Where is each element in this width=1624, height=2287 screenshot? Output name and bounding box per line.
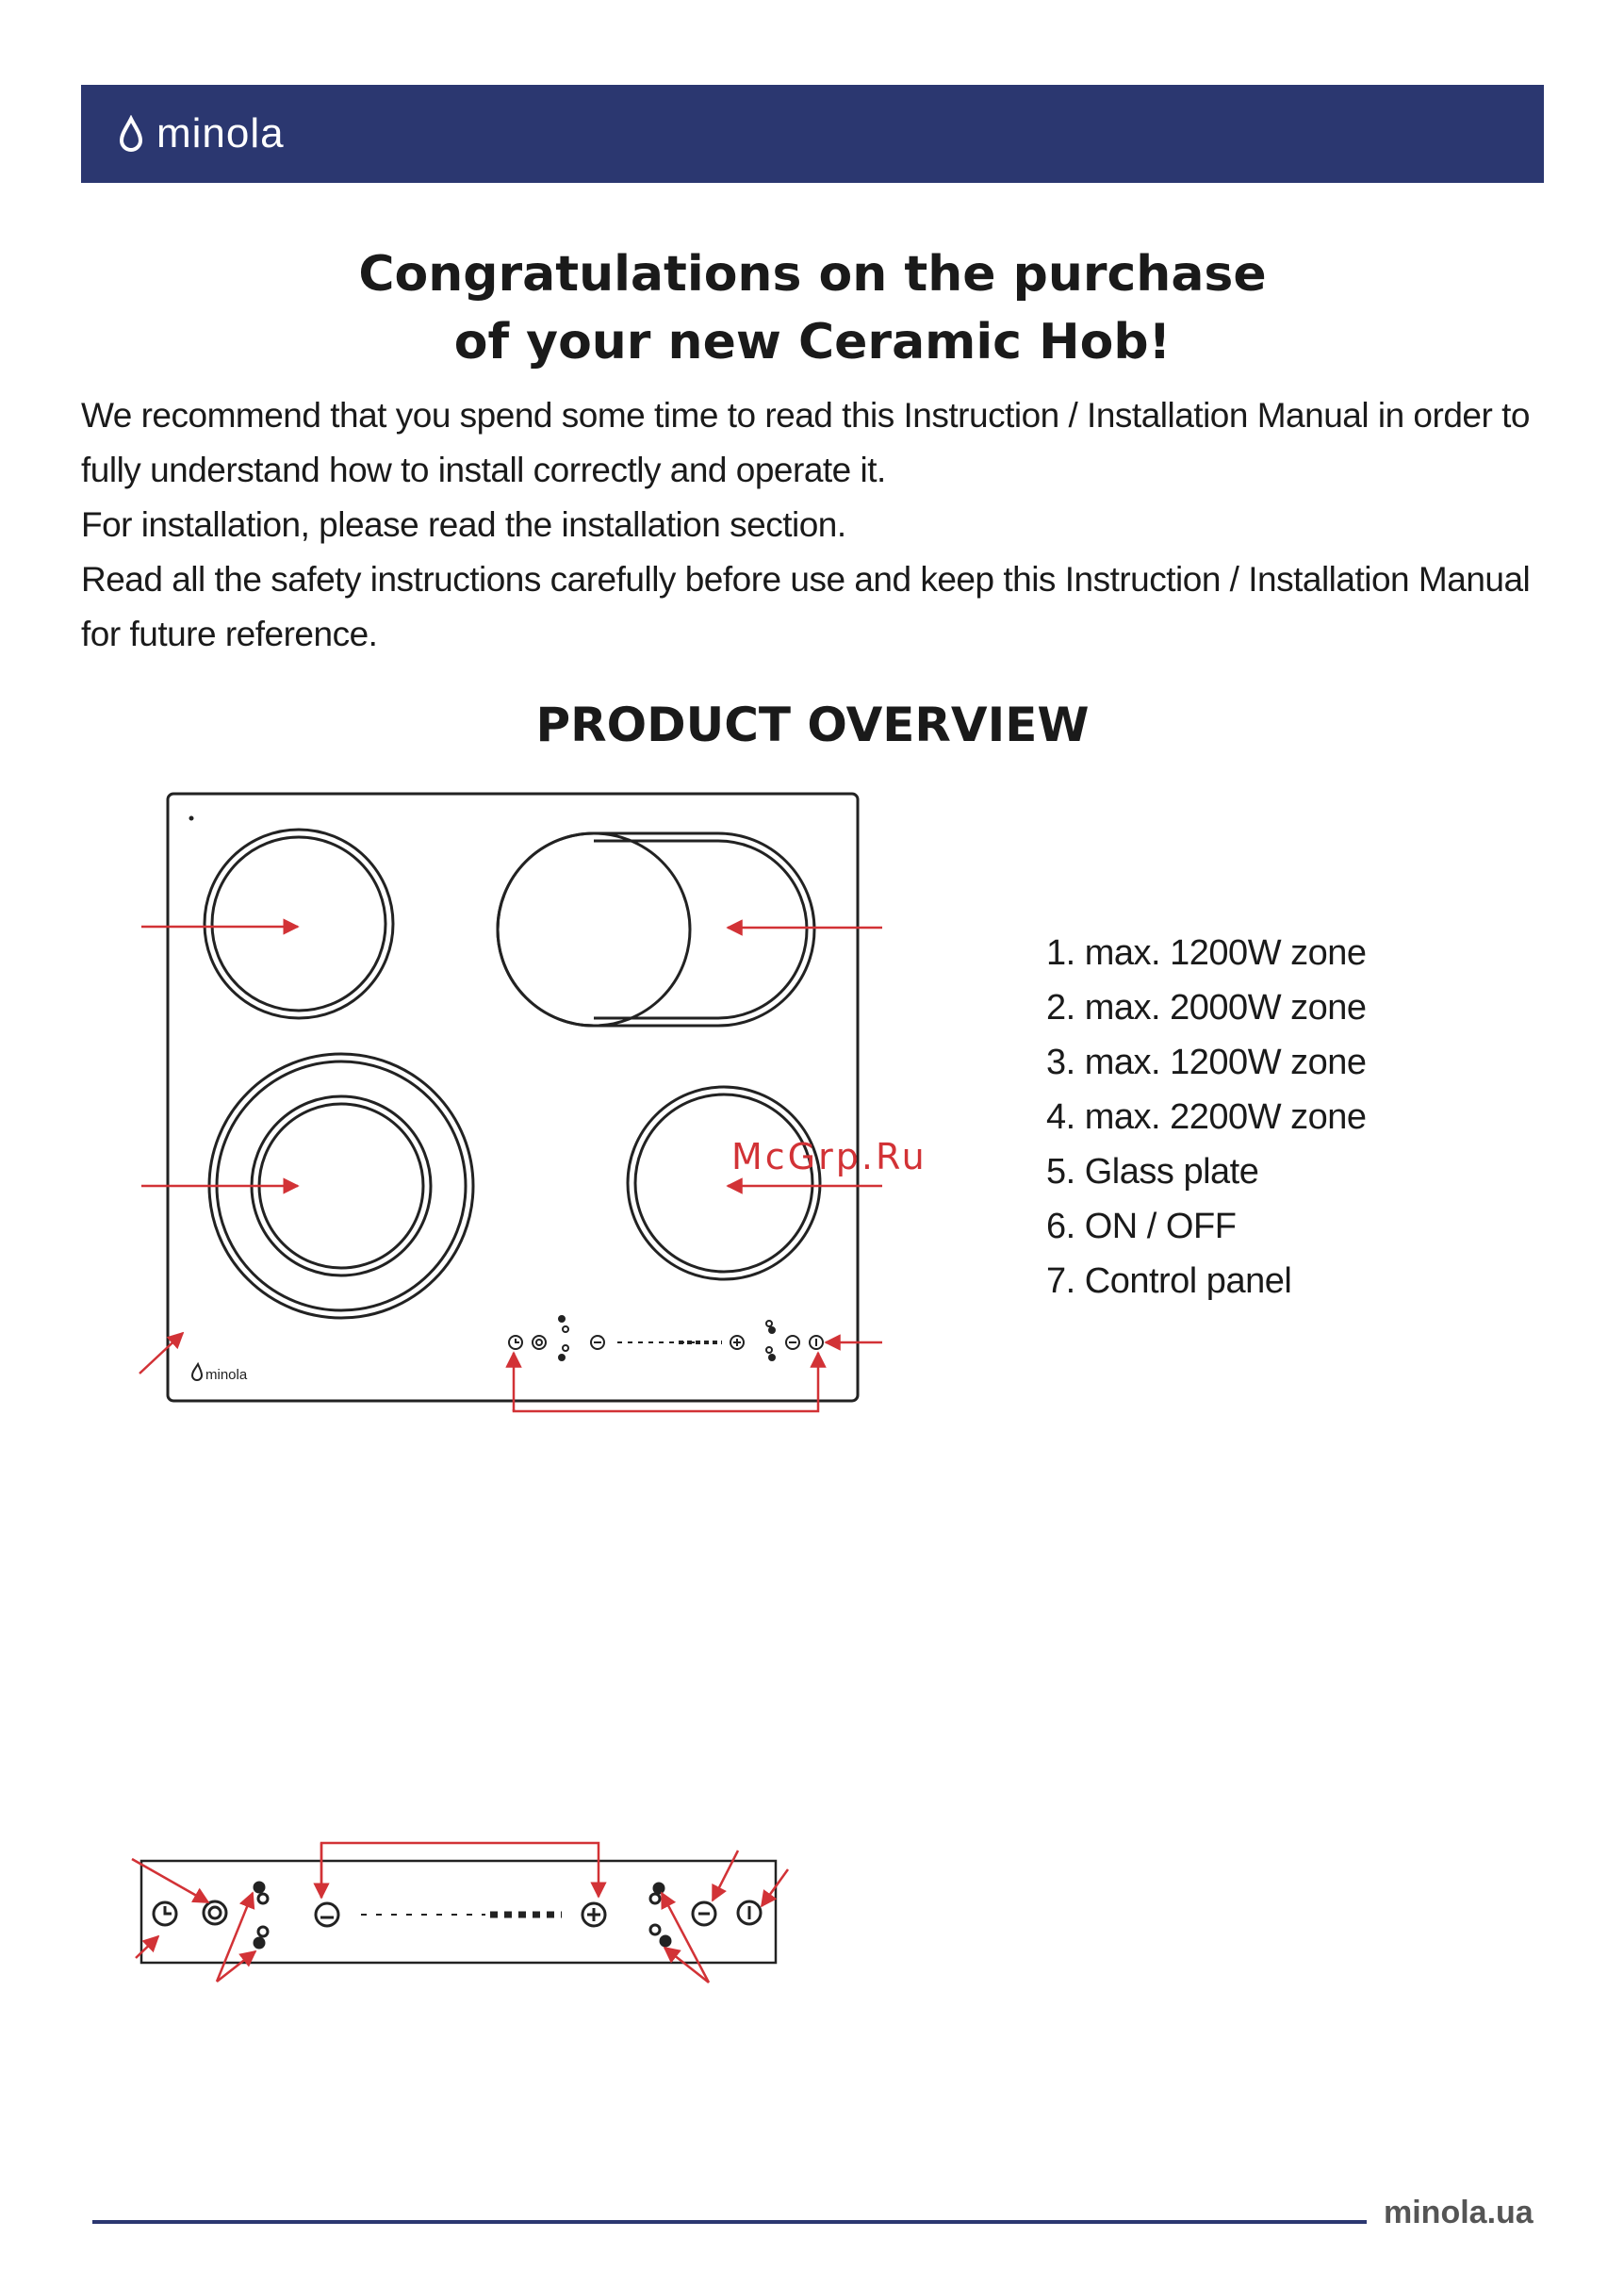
- legend-item: 4. max. 2200W zone: [1046, 1097, 1367, 1137]
- hob-brand-name: minola: [205, 1367, 248, 1383]
- legend-item: 3. max. 1200W zone: [1046, 1043, 1367, 1082]
- glass-plate: [168, 794, 858, 1401]
- footer-divider: [92, 2220, 1367, 2224]
- cooking-zone-2: [498, 833, 814, 1026]
- intro-paragraph-1: We recommend that you spend some time to read this Instruction / Installation Manual in order to fully understand how to install correctly and operate it.: [81, 396, 1530, 489]
- section-title: PRODUCT OVERVIEW: [535, 698, 1090, 752]
- title-line-2: of your new Ceramic Hob!: [453, 314, 1172, 370]
- watermark: McGrp.Ru: [731, 1136, 927, 1177]
- hob-control-panel: [509, 1316, 823, 1360]
- overview-legend: [1046, 926, 1367, 1308]
- legend-item: 5. Glass plate: [1046, 1152, 1259, 1192]
- intro-paragraph-3: Read all the safety instructions carefully before use and keep this Instruction / Installation Manual for future reference.: [81, 560, 1531, 653]
- minus-icon: [316, 1903, 338, 1926]
- legend-item: 6. ON / OFF: [1046, 1207, 1237, 1246]
- intro-paragraph-2: For installation, please read the installation section.: [81, 505, 846, 544]
- legend-item: 2. max. 2000W zone: [1046, 988, 1367, 1028]
- footer-site[interactable]: minola.ua: [1384, 2195, 1534, 2230]
- cooking-zone-4: [628, 1087, 820, 1279]
- lock-icon: [204, 1901, 226, 1924]
- title-line-1: Congratulations on the purchase: [358, 246, 1267, 303]
- legend-item: 1. max. 1200W zone: [1046, 933, 1367, 973]
- cooking-zone-1: [205, 830, 393, 1018]
- legend-item: 7. Control panel: [1046, 1261, 1292, 1301]
- brand-name: minola: [156, 110, 285, 156]
- control-panel-detail: [141, 1861, 776, 1963]
- hob-brand: [192, 1364, 248, 1383]
